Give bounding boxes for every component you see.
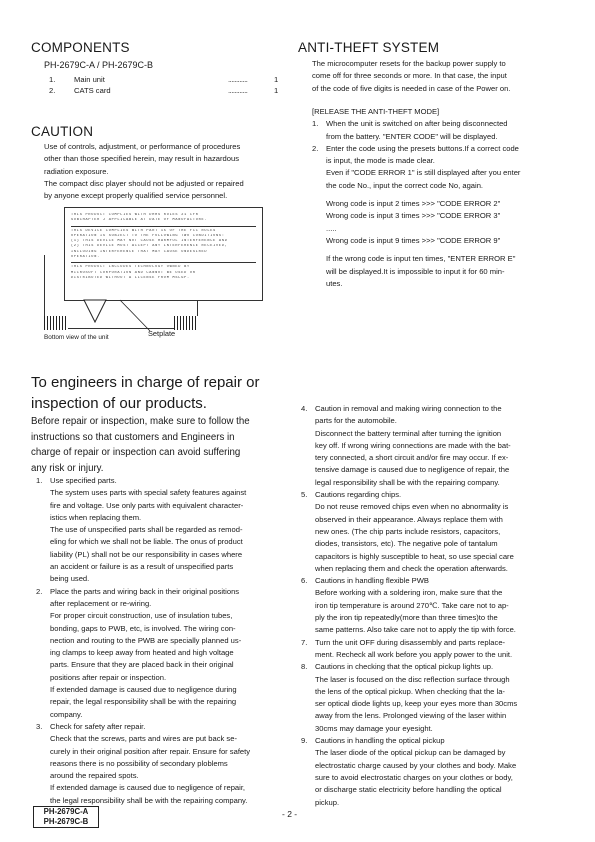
text-line: Use specified parts. <box>50 476 117 485</box>
final-line: utes. <box>326 278 343 288</box>
final-warning <box>312 253 572 290</box>
text-line: nection and routing to the PWB are specially planned us- <box>50 635 242 645</box>
text-line: iron tip temperature is around 270℃. Take care not to ap- <box>315 600 509 610</box>
text-line: parts for the automobile. <box>315 416 397 426</box>
caution-line: radiation exposure. <box>44 166 109 176</box>
setplate <box>64 207 263 301</box>
item-leader-dots: ............ <box>228 86 248 95</box>
text-line: company. <box>50 709 83 719</box>
wrong-code-list <box>312 198 572 247</box>
text-line: the lens of the optical pickup. When checking that the la- <box>315 686 505 696</box>
text-line: pickup. <box>315 797 340 807</box>
text-line: The laser is focused on the disc reflection surface through <box>315 674 510 684</box>
text-line: istics when replacing them. <box>50 512 142 522</box>
text-line: new ones. (The chip parts include resistors, capacitors, <box>315 526 501 536</box>
text-line: curely in their original position after repair. Ensure for safety <box>50 746 251 756</box>
text-line: when replacing them and check the operation afterwards. <box>315 563 508 573</box>
components-title: COMPONENTS <box>31 40 130 55</box>
text-line: parts. Ensure that they are placed back in their original <box>50 660 234 670</box>
text-line: Check for safety after repair. <box>50 721 146 731</box>
antitheft-title: ANTI-THEFT SYSTEM <box>298 40 440 55</box>
plate-divider <box>71 226 256 227</box>
plate-line: THIS DEVICE COMPLIES WITH PART 15 OF THE FCC RULES <box>71 228 217 233</box>
antitheft-intro-line: come off for three seconds or more. In that case, the input <box>312 71 507 81</box>
engineers-intro-line: any risk or injury. <box>31 462 104 474</box>
caution-line: The compact disc player should not be adjusted or repaired <box>44 178 244 188</box>
caution-item <box>301 661 571 735</box>
caution-text <box>44 141 289 202</box>
engineers-item <box>36 475 294 586</box>
wrong-code-line: Wrong code is input 2 times >>> "CODE ERROR 2" <box>326 199 501 209</box>
text-line: reasons there is no possibility of secondary ploblems <box>50 758 228 768</box>
item-number: 5. <box>301 490 308 500</box>
text-line: after replacement or re-wiring. <box>50 598 152 608</box>
caution-item <box>301 735 571 809</box>
item-quantity: 1 <box>274 86 279 95</box>
item-name: Main unit <box>74 75 105 84</box>
text-line: The use of unspecified parts shall be regarded as remod- <box>50 525 243 535</box>
text-line: If extended damage is caused due to negligence of repair, <box>50 783 246 793</box>
engineers-item <box>36 586 294 721</box>
engineers-title-line: To engineers in charge of repair or <box>31 374 260 391</box>
text-line: The laser diode of the optical pickup can be damaged by <box>315 748 506 758</box>
text-line: key off. If wrong wiring connections are made with the bat- <box>315 440 511 450</box>
text-line: away from the lens. Prolonged viewing of the laser within <box>315 711 507 721</box>
text-line: Turn the unit OFF during disassembly and parts replace- <box>315 637 506 647</box>
text-line: Cautions in handling flexible PWB <box>315 576 429 586</box>
caution-line: Use of controls, adjustment, or performance of procedures <box>44 142 241 151</box>
step-number: 2. <box>312 143 319 153</box>
text-line: For proper circuit construction, use of insulation tubes, <box>50 611 233 621</box>
plate-line: SUBCHAPTER J APPLICABLE AT DATE OF MANUFACTURE. <box>71 218 208 223</box>
plate-line: INCLUDING INTERFERENCE THAT MAY CAUSE UNDESIRED <box>71 249 208 254</box>
right-items-list <box>301 403 571 809</box>
engineers-item <box>36 721 294 807</box>
step-line: When the unit is switched on after being disconnected <box>326 119 508 129</box>
release-step <box>312 118 572 143</box>
text-line: The system uses parts with special safety features against <box>50 488 247 498</box>
text-line: same patterns. Also take care not to apply the tip with force. <box>315 625 516 635</box>
antitheft-intro <box>312 58 567 95</box>
plate-line: THIS PRODUCT COMPLIES WITH DHHS RULES 21 CFR <box>71 213 199 217</box>
wrong-code-line: Wrong code is input 3 times >>> "CODE ERROR 3" <box>326 211 501 221</box>
item-number: 2. <box>36 586 43 596</box>
text-line: electrostatic charge caused by your clothes and body. Make <box>315 760 517 770</box>
plate-divider <box>71 262 256 263</box>
plate-line: (1) THIS DEVICE MAY NOT CAUSE HARMFUL INTERFERENCE AND <box>71 239 228 244</box>
text-line: 30cms may damage your eyesight. <box>315 723 433 733</box>
item-number: 3. <box>36 721 43 731</box>
setplate-label: Setplate <box>148 329 176 338</box>
text-line: Disconnect the battery terminal after turning the ignition <box>315 428 502 438</box>
caution-title: CAUTION <box>31 124 94 139</box>
text-line: ing clamps to keep away from heated and high voltage <box>50 648 234 658</box>
text-line: ment. Recheck all work before you apply power to the unit. <box>315 649 513 659</box>
caution-item <box>301 637 571 662</box>
plate-line: OPERATION. <box>71 255 101 260</box>
text-line: Check that the screws, parts and wires are put back se- <box>50 734 237 744</box>
bottom-view-label: Bottom view of the unit <box>44 334 109 341</box>
step-line: the code No., input the correct code No, again. <box>326 180 484 190</box>
final-line: If the wrong code is input ten times, "ENTER ERROR E" <box>326 254 516 264</box>
footer-model: PH-2679C-A <box>43 807 89 816</box>
text-line: ply the iron tip repeatedly(more than three times)to the <box>315 613 498 623</box>
text-line: an accident or failure is as a result of unspecified parts <box>50 562 234 572</box>
item-number: 8. <box>301 662 308 672</box>
text-line: sure to avoid electrostatic charges on your clothes or body, <box>315 772 513 782</box>
wrong-code-line: Wrong code is input 9 times >>> "CODE ERROR 9" <box>326 235 501 245</box>
text-line: Caution in removal and making wiring connection to the <box>315 404 502 413</box>
text-line: If extended damage is caused due to negligence during <box>50 685 237 695</box>
text-line: Cautions regarding chips. <box>315 490 402 500</box>
footer-model: PH-2679C-B <box>43 816 89 826</box>
text-line: Cautions in handling the optical pickup <box>315 736 445 746</box>
item-quantity: 1 <box>274 75 279 84</box>
final-line: will be displayed.It is impossible to input it for 60 min- <box>326 266 505 276</box>
component-item <box>49 75 289 86</box>
item-number: 7. <box>301 637 308 647</box>
text-line: legal responsibility shall be with the repairing company. <box>315 477 500 487</box>
text-line: ser optical diode lights up, keep your eyes more than 30cms <box>315 699 518 709</box>
plate-line: MICROSOFT CORPORATION AND CANNOT BE USED OR <box>71 270 196 275</box>
engineers-title <box>31 372 259 414</box>
text-line: being used. <box>50 574 90 584</box>
text-line: the legal responsibility shall be with the repairing company. <box>50 795 248 805</box>
text-line: tensive damage is caused due to negligence of repair, the <box>315 465 510 475</box>
plate-line: THIS PRODUCT INCLUDES TECHNOLOGY OWNED BY <box>71 265 190 270</box>
plate-line: DISTRIBUTED WITHOUT A LICENSE FROM MSLGP. <box>71 275 190 280</box>
item-number: 4. <box>301 404 308 413</box>
text-line: repair, the legal responsibility shall be with the repairing <box>50 697 237 707</box>
text-line: positions after repair or inspection. <box>50 672 167 682</box>
text-line: tery connected, a short circuit and/or fire may occur. If ex- <box>315 453 509 463</box>
step-line: Even if "CODE ERROR 1" is still displayed after you enter <box>326 168 521 178</box>
wrong-code-line: ..... <box>326 223 337 233</box>
caution-line: other than those specified herein, may result in hazardous <box>44 154 240 164</box>
text-line: or discharge static electricity before handling the optical <box>315 785 502 795</box>
item-number: 6. <box>301 576 308 586</box>
engineers-intro <box>31 414 250 476</box>
step-line: Enter the code using the presets buttons.If a correct code <box>326 143 519 153</box>
spring-clip-right <box>174 316 198 330</box>
engineers-intro-line: instructions so that customers and Engineers in <box>31 431 235 443</box>
footer-model-box <box>33 806 99 828</box>
text-line: eling for which we shall not be liable. The onus of product <box>50 537 243 547</box>
antitheft-intro-line: The microcomputer resets for the backup power supply to <box>312 59 506 68</box>
caution-item <box>301 575 571 636</box>
item-number: 1. <box>49 75 56 84</box>
text-line: observed in their appearance. Always replace them with <box>315 514 503 524</box>
antitheft-intro-line: of the code of five digits is needed in case of the Power on. <box>312 83 511 93</box>
text-line: Place the parts and wiring back in their original positions <box>50 586 240 596</box>
components-list <box>49 75 289 97</box>
caution-item <box>301 403 571 489</box>
step-line: is input, the mode is made clear. <box>326 156 435 166</box>
item-number: 2. <box>49 86 56 95</box>
page-number: - 2 - <box>282 809 298 819</box>
engineers-list <box>36 475 294 807</box>
text-line: diodes, transistors, etc). The negative pole of tantalum <box>315 539 498 549</box>
release-title: [RELEASE THE ANTI-THEFT MODE] <box>312 107 440 116</box>
component-item <box>49 86 289 97</box>
text-line: Do not reuse removed chips even when no abnormality is <box>315 502 509 512</box>
engineers-title-line: inspection of our products. <box>31 395 207 412</box>
text-line: fire and voltage. Use only parts with equivalent character- <box>50 500 244 510</box>
release-step <box>312 143 572 192</box>
text-line: around the repaired spots. <box>50 771 139 781</box>
text-line: capacitors is highly susceptible to heat, so use special care <box>315 551 514 561</box>
setplate-arrow-icon <box>80 298 110 326</box>
caution-item <box>301 489 571 575</box>
antitheft-release <box>312 106 572 290</box>
plate-line: OPERATION IS SUBJECT TO THE FOLLOWING TWO CONDITIONS: <box>71 233 225 238</box>
caution-line: by anyone except properly qualified service personnel. <box>44 191 228 201</box>
text-line: liability (PL) shall not be our responsibility in cases where <box>50 549 243 559</box>
engineers-intro-line: Before repair or inspection, make sure to follow the <box>31 416 250 427</box>
item-leader-dots: ............ <box>228 75 248 84</box>
step-line: from the battery. "ENTER CODE" will be displayed. <box>326 131 498 141</box>
components-models: PH-2679C-A / PH-2679C-B <box>44 60 154 70</box>
item-number: 9. <box>301 736 308 746</box>
text-line: Before working with a soldering iron, make sure that the <box>315 588 503 598</box>
engineers-intro-line: charge of repair or inspection can avoid suffering <box>31 447 241 458</box>
plate-line: (2) THIS DEVICE MUST ACCEPT ANY INTERFERENCE RECEIVED, <box>71 244 228 249</box>
item-number: 1. <box>36 476 43 485</box>
spring-clip-left <box>44 316 68 330</box>
text-line: Cautions in checking that the optical pickup lights up. <box>315 662 494 672</box>
step-number: 1. <box>312 119 319 129</box>
text-line: bonding, gaps to PWB, etc, is involved. The wiring con- <box>50 623 236 633</box>
item-name: CATS card <box>74 86 111 95</box>
